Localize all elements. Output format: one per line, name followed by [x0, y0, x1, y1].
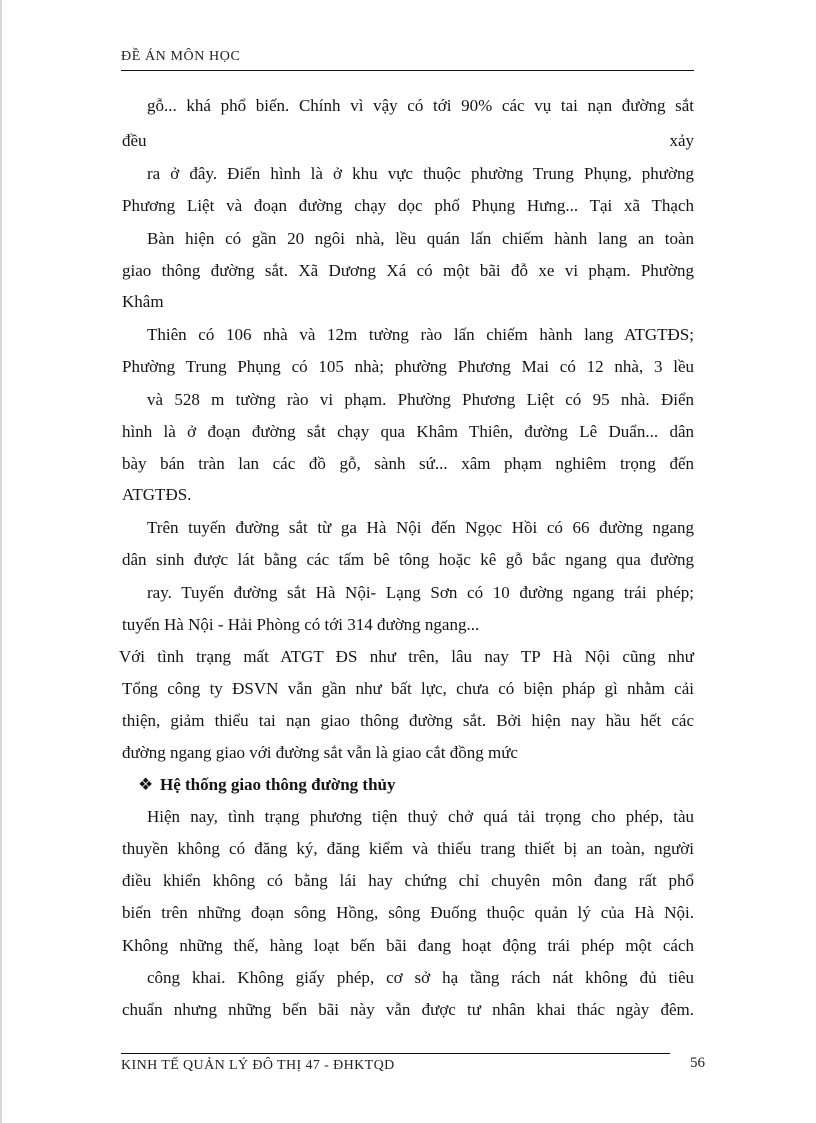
text-line: Hiện nay, tình trạng phương tiện thuỷ chở quá tải trọng cho phép, tàu	[147, 807, 694, 826]
text-line: và 528 m tường rào vi phạm. Phường Phương Liệt có 95 nhà. Điển	[147, 390, 694, 409]
text-line: Thiên có 106 nhà và 12m tường rào lấn chiếm hành lang ATGTĐS;	[147, 325, 694, 344]
text-line: chuẩn nhưng những bến bãi này vẫn được tư nhân khai thác ngày đêm.	[122, 1000, 694, 1019]
running-footer: KINH TẾ QUẢN LÝ ĐÔ THỊ 47 - ĐHKTQD	[121, 1058, 395, 1073]
text-line: Khâm	[122, 292, 164, 311]
text-line: hình là ở đoạn đường sắt chạy qua Khâm Thiên, đường Lê Duẩn... dân	[122, 422, 694, 441]
text-line: công khai. Không giấy phép, cơ sở hạ tầng rách nát không đủ tiêu	[147, 968, 694, 987]
text-line: Với tình trạng mất ATGT ĐS như trên, lâu nay TP Hà Nội cũng như	[119, 647, 694, 666]
page-number: 56	[690, 1055, 705, 1071]
text-line: dân sinh được lát bằng các tấm bê tông hoặc kê gỗ bắc ngang qua đường	[122, 550, 694, 569]
text-line: thiện, giảm thiểu tai nạn giao thông đường sắt. Bởi hiện nay hầu hết các	[122, 711, 694, 730]
text-line: thuyền không có đăng ký, đăng kiểm và thiếu trang thiết bị an toàn, người	[122, 839, 694, 858]
page-edge	[0, 0, 2, 1123]
text-word: đều	[122, 131, 147, 150]
text-word: xảy	[669, 131, 694, 150]
diamond-bullet-icon: ❖	[138, 775, 154, 794]
running-header: ĐỀ ÁN MÔN HỌC	[121, 49, 241, 64]
text-line: biến trên những đoạn sông Hồng, sông Đuống thuộc quản lý của Hà Nội.	[122, 903, 694, 922]
text-line: điều khiển không có bằng lái hay chứng chỉ chuyên môn đang rất phổ	[122, 871, 694, 890]
text-line: ra ở đây. Điển hình là ở khu vực thuộc phường Trung Phụng, phường	[147, 164, 694, 183]
text-line: ray. Tuyến đường sắt Hà Nội- Lạng Sơn có 10 đường ngang trái phép;	[147, 583, 694, 602]
text-line: đường ngang giao với đường sắt vẫn là giao cắt đồng mức	[122, 743, 518, 762]
text-line: Trên tuyến đường sắt từ ga Hà Nội đến Ngọc Hồi có 66 đường ngang	[147, 518, 694, 537]
text-line: gỗ... khá phổ biến. Chính vì vậy có tới 90% các vụ tai nạn đường sắt	[147, 96, 694, 115]
text-line: giao thông đường sắt. Xã Dương Xá có một bãi đỗ xe vi phạm. Phường	[122, 261, 694, 280]
text-line: Phường Trung Phụng có 105 nhà; phường Phương Mai có 12 nhà, 3 lều	[122, 357, 694, 376]
text-line	[122, 131, 694, 151]
footer-rule	[121, 1053, 670, 1054]
text-line: Tổng công ty ĐSVN vẫn gần như bất lực, chưa có biện pháp gì nhằm cải	[122, 679, 694, 698]
text-line: Không những thế, hàng loạt bến bãi đang hoạt động trái phép một cách	[122, 936, 694, 955]
text-line: bày bán tràn lan các đồ gỗ, sành sứ... xâm phạm nghiêm trọng đến	[122, 454, 694, 473]
text-line: ATGTĐS.	[122, 485, 192, 504]
section-heading-text: Hệ thống giao thông đường thủy	[160, 775, 396, 794]
text-line: Bàn hiện có gần 20 ngôi nhà, lều quán lấn chiếm hành lang an toàn	[147, 229, 694, 248]
text-line: tuyến Hà Nội - Hải Phòng có tới 314 đường ngang...	[122, 615, 480, 634]
text-line: Phương Liệt và đoạn đường chạy dọc phố Phụng Hưng... Tại xã Thạch	[122, 196, 694, 215]
section-heading	[138, 775, 395, 795]
header-rule	[121, 70, 694, 71]
